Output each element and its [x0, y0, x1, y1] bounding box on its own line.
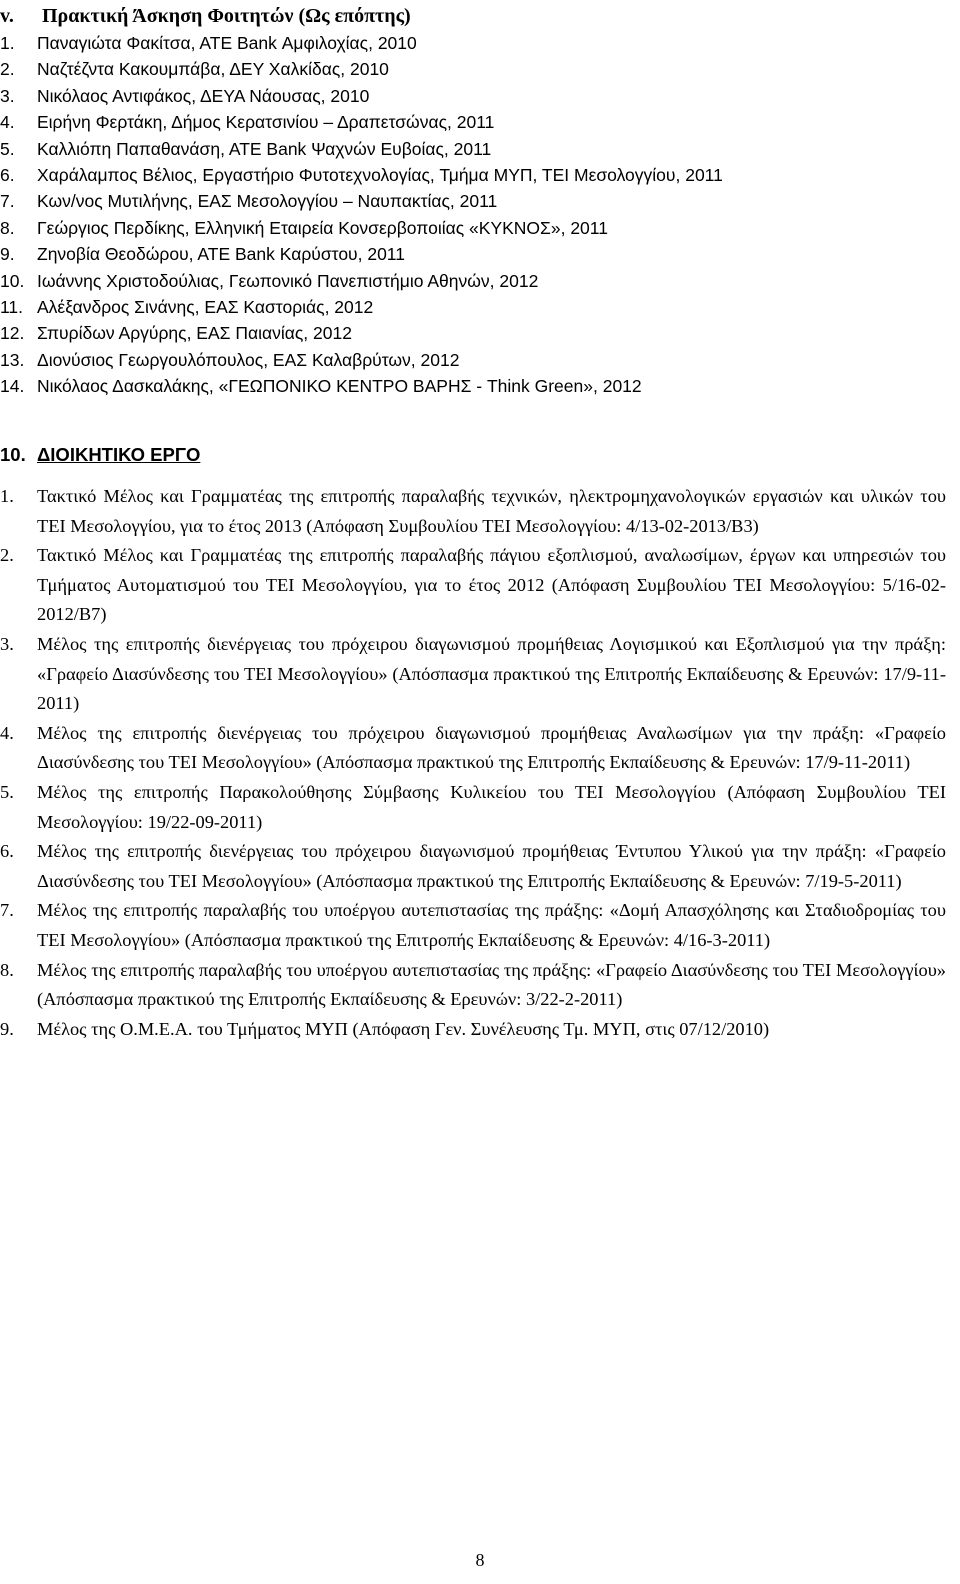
item-number: 3. — [0, 85, 15, 106]
item-text: Μέλος της επιτροπής Παρακολούθησης Σύμβασης Κυλικείου του ΤΕΙ Μεσολογγίου (Απόφαση Συμβουλίου ΤΕΙ Μεσολογγίου: 19/22-09-2011) — [37, 781, 946, 832]
list-item — [0, 30, 723, 56]
item-text: Ζηνοβία Θεοδώρου, ΑΤΕ Bank Καρύστου, 2011 — [37, 244, 405, 265]
page-number: 8 — [475, 1550, 485, 1570]
item-text: Μέλος της Ο.Μ.Ε.Α. του Τμήματος ΜΥΠ (Απόφαση Γεν. Συνέλευσης Τμ. ΜΥΠ, στις 07/12/2010) — [37, 1018, 770, 1039]
list-item — [0, 896, 946, 955]
list-item — [0, 719, 946, 778]
list-item — [0, 56, 723, 82]
item-number: 9. — [0, 1018, 14, 1039]
list-item — [0, 294, 723, 320]
item-text: Μέλος της επιτροπής διενέργειας του πρόχειρου διαγωνισμού προμήθειας Αναλωσίμων για την πράξη: «Γραφείο Διασύνδεσης του ΤΕΙ Μεσολογγίου» (Απόσπασμα πρακτικού της Επιτροπής Εκπαίδευσης & Ερευνών: 17/9-11-2011) — [37, 722, 946, 773]
list-item — [0, 630, 946, 719]
admin-section-heading — [0, 440, 200, 470]
item-number: 12. — [0, 323, 25, 344]
section-heading — [0, 0, 411, 32]
item-text: Μέλος της επιτροπής παραλαβής του υποέργου αυτεπιστασίας της πράξης: «Γραφείο Διασύνδεσης του ΤΕΙ Μεσολογγίου» (Απόσπασμα πρακτικού της Επιτροπής Εκπαίδευσης & Ερευνών: 3/22-2-2011) — [37, 959, 946, 1010]
admin-section-number: 10. — [0, 444, 26, 465]
list-item — [0, 482, 946, 541]
item-number: 10. — [0, 270, 25, 291]
item-number: 4. — [0, 112, 15, 133]
item-number: 7. — [0, 900, 14, 921]
item-number: 1. — [0, 486, 14, 506]
item-number: 5. — [0, 138, 15, 159]
list-item — [0, 347, 723, 373]
list-item — [0, 162, 723, 188]
item-number: 4. — [0, 722, 14, 743]
item-text: Ναζτέζντα Κακουμπάβα, ΔΕΥ Χαλκίδας, 2010 — [37, 59, 389, 80]
item-text: Νικόλαος Αντιφάκος, ΔΕΥΑ Νάουσας, 2010 — [37, 85, 370, 106]
item-number: 14. — [0, 376, 25, 397]
item-text: Γεώργιος Περδίκης, Ελληνική Εταιρεία Κονσερβοποιίας «ΚΥΚΝΟΣ», 2011 — [37, 217, 608, 238]
list-item — [0, 241, 723, 267]
item-text: Μέλος της επιτροπής διενέργειας του πρόχειρου διαγωνισμού προμήθειας Λογισμικού και Εξοπλισμού για την πράξη: «Γραφείο Διασύνδεσης του ΤΕΙ Μεσολογγίου» (Απόσπασμα πρακτικού της Επιτροπής Εκπαίδευσης & Ερευνών: 17/9-11-2011) — [37, 633, 946, 714]
item-number: 2. — [0, 59, 15, 80]
item-number: 1. — [0, 33, 15, 53]
list-item — [0, 837, 946, 896]
item-text: Παναγιώτα Φακίτσα, ΑΤΕ Bank Αμφιλοχίας, 2010 — [37, 33, 417, 53]
item-text: Τακτικό Μέλος και Γραμματέας της επιτροπής παραλαβής τεχνικών, ηλεκτρομηχανολογικών εργασιών και υλικών του ΤΕΙ Μεσολογγίου, για το έτος 2013 (Απόφαση Συμβουλίου ΤΕΙ Μεσολογγίου: 4/13-02-2013/Β3) — [37, 486, 946, 536]
item-text: Καλλιόπη Παπαθανάση, ΑΤΕ Bank Ψαχνών Ευβοίας, 2011 — [37, 138, 492, 159]
list-item — [0, 956, 946, 1015]
item-number: 7. — [0, 191, 15, 212]
item-text: Νικόλαος Δασκαλάκης, «ΓΕΩΠΟΝΙΚΟ ΚΕΝΤΡΟ ΒΑΡΗΣ - Think Green», 2012 — [37, 376, 642, 397]
admin-duties-list — [0, 482, 946, 1044]
item-text: Χαράλαμπος Βέλιος, Εργαστήριο Φυτοτεχνολογίας, Τμήμα ΜΥΠ, ΤΕΙ Μεσολογγίου, 2011 — [37, 164, 723, 185]
list-item — [0, 215, 723, 241]
section-title: Πρακτική Άσκηση Φοιτητών (Ως επόπτης) — [42, 5, 411, 27]
item-number: 5. — [0, 781, 14, 802]
supervision-list — [0, 30, 723, 399]
item-number: 11. — [0, 296, 24, 317]
item-text: Αλέξανδρος Σινάνης, ΕΑΣ Καστοριάς, 2012 — [37, 296, 374, 317]
item-text: Μέλος της επιτροπής παραλαβής του υποέργου αυτεπιστασίας της πράξης: «Δομή Απασχόλησης και Σταδιοδρομίας του ΤΕΙ Μεσολογγίου» (Απόσπασμα πρακτικού της Επιτροπής Εκπαίδευσης & Ερευνών: 4/16-3-2011) — [37, 900, 946, 950]
item-number: 8. — [0, 959, 14, 980]
list-item — [0, 83, 723, 109]
section-marker: v. — [0, 5, 14, 27]
item-number: 6. — [0, 841, 14, 862]
list-item — [0, 778, 946, 837]
list-item — [0, 1015, 946, 1045]
list-item — [0, 136, 723, 162]
list-item — [0, 268, 723, 294]
item-text: Διονύσιος Γεωργουλόπουλος, ΕΑΣ Καλαβρύτων, 2012 — [37, 349, 460, 370]
item-number: 3. — [0, 633, 14, 654]
item-text: Μέλος της επιτροπής διενέργειας του πρόχειρου διαγωνισμού προμήθειας Έντυπου Υλικού για την πράξη: «Γραφείο Διασύνδεσης του ΤΕΙ Μεσολογγίου» (Απόσπασμα πρακτικού της Επιτροπής Εκπαίδευσης & Ερευνών: 7/19-5-2011) — [37, 841, 946, 891]
item-text: Σπυρίδων Αργύρης, ΕΑΣ Παιανίας, 2012 — [37, 323, 352, 344]
item-text: Κων/νος Μυτιλήνης, ΕΑΣ Μεσολογγίου – Ναυπακτίας, 2011 — [37, 191, 498, 212]
list-item — [0, 188, 723, 214]
item-number: 6. — [0, 164, 15, 185]
item-number: 13. — [0, 349, 25, 370]
list-item — [0, 541, 946, 630]
item-number: 2. — [0, 545, 14, 566]
item-number: 8. — [0, 217, 15, 238]
item-text: Τακτικό Μέλος και Γραμματέας της επιτροπής παραλαβής πάγιου εξοπλισμού, αναλωσίμων, έργων και υπηρεσιών του Τμήματος Αυτοματισμού του ΤΕΙ Μεσολογγίου, για το έτος 2012 (Απόφαση Συμβουλίου ΤΕΙ Μεσολογγίου: 5/16-02-2012/Β7) — [37, 545, 946, 625]
item-text: Ειρήνη Φερτάκη, Δήμος Κερατσινίου – Δραπετσώνας, 2011 — [37, 112, 495, 133]
list-item — [0, 320, 723, 346]
item-number: 9. — [0, 244, 15, 265]
list-item — [0, 373, 723, 399]
admin-section-title: ΔΙΟΙΚΗΤΙΚΟ ΕΡΓΟ — [37, 444, 201, 465]
item-text: Ιωάννης Χριστοδούλιας, Γεωπονικό Πανεπιστήμιο Αθηνών, 2012 — [37, 270, 539, 291]
list-item — [0, 109, 723, 135]
